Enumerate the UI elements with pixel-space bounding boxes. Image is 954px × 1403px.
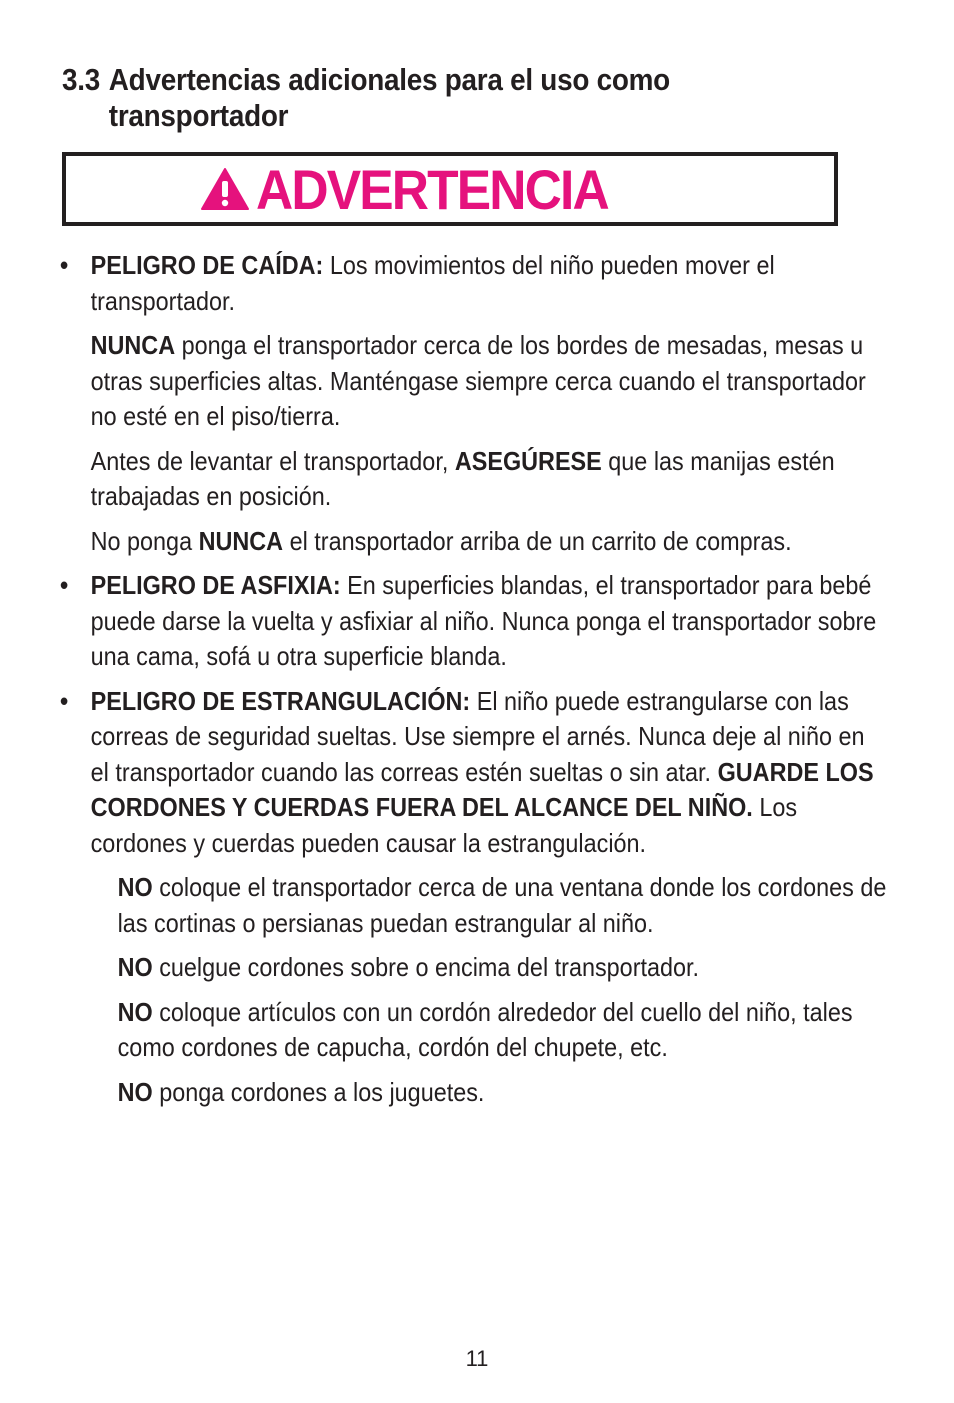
- strangulation-subitem-text: ponga cordones a los juguetes.: [152, 1076, 485, 1107]
- strangulation-sublist: [91, 870, 888, 1110]
- strangulation-subitem-bold: NO: [117, 996, 153, 1027]
- fall-hazard-label: PELIGRO DE CAÍDA:: [90, 250, 324, 280]
- fall-hazard-p4-before: No ponga: [90, 525, 199, 556]
- strangulation-subitem: [118, 870, 888, 941]
- strangulation-hazard-label: PELIGRO DE ESTRANGULACIÓN:: [90, 685, 471, 716]
- fall-hazard-p1: [91, 248, 888, 319]
- suffocation-hazard-text: En superficies blandas, el transportador para bebé puede darse la vuelta y asfixiar al niño. Nunca ponga el transportador sobre una cama, sofá u otra superficie blanda.: [90, 570, 877, 671]
- strangulation-subitem: [118, 950, 888, 986]
- suffocation-hazard-p1: [91, 568, 888, 675]
- fall-hazard-p4-after: el transportador arriba de un carrito de compras.: [283, 525, 792, 556]
- strangulation-subitem-text: coloque el transportador cerca de una ventana donde los cordones de las cortinas o persianas puedan estrangular al niño.: [117, 872, 887, 938]
- page-number: 11: [465, 1346, 489, 1371]
- section-heading: [62, 62, 800, 134]
- strangulation-hazard-text2: Los cordones y cuerdas pueden causar la estrangulación.: [90, 792, 798, 858]
- section-title-line2: transportador: [108, 98, 289, 133]
- strangulation-hazard-bold2: GUARDE LOS CORDONES Y CUERDAS FUERA DEL ALCANCE DEL NIÑO.: [90, 756, 874, 822]
- strangulation-subitem-bold: NO: [117, 952, 153, 982]
- fall-hazard-p4-bold: NUNCA: [198, 525, 284, 556]
- strangulation-subitem-bold: NO: [117, 1076, 153, 1107]
- section-number: 3.3: [62, 62, 100, 97]
- fall-hazard-p2-bold: NUNCA: [90, 330, 176, 360]
- bullet-dot: •: [60, 685, 69, 716]
- strangulation-hazard-p1: [91, 684, 888, 862]
- fall-hazard-p3-before: Antes de levantar el transportador,: [90, 445, 455, 476]
- section-title-line1: Advertencias adicionales para el uso como: [108, 62, 670, 97]
- fall-hazard-item: [60, 248, 888, 559]
- strangulation-subitem-text: coloque artículos con un cordón alrededor del cuello del niño, tales como cordones de capucha, cordón del chupete, etc.: [117, 996, 853, 1062]
- fall-hazard-p2-text: ponga el transportador cerca de los bordes de mesadas, mesas u otras superficies altas. Manténgase siempre cerca cuando el transportador no esté en el piso/tierra.: [90, 330, 866, 431]
- strangulation-subitem-text: cuelgue cordones sobre o encima del transportador.: [152, 952, 700, 982]
- fall-hazard-text: Los movimientos del niño pueden mover el transportador.: [90, 250, 775, 316]
- strangulation-subitem: [118, 995, 888, 1066]
- strangulation-hazard-text: El niño puede estrangularse con las correas de seguridad sueltas. Use siempre el arnés. Nunca deje al niño en el transportador cuando las correas estén sueltas o sin atar.: [90, 685, 865, 787]
- fall-hazard-p4: [91, 524, 888, 560]
- bullet-dot: •: [60, 250, 69, 280]
- fall-hazard-p2: [91, 328, 888, 435]
- fall-hazard-p3: [91, 444, 888, 515]
- strangulation-hazard-item: [60, 684, 888, 1111]
- fall-hazard-p3-after: que las manijas estén trabajadas en posición.: [90, 445, 835, 511]
- warning-banner: [62, 152, 838, 226]
- warning-triangle-icon: [200, 167, 250, 211]
- fall-hazard-p3-bold: ASEGÚRESE: [454, 445, 602, 476]
- warning-label: ADVERTENCIA: [256, 157, 608, 221]
- suffocation-hazard-item: [60, 568, 888, 675]
- warnings-content: [60, 248, 954, 1119]
- suffocation-hazard-label: PELIGRO DE ASFIXIA:: [90, 570, 341, 600]
- strangulation-subitem-bold: NO: [117, 872, 153, 902]
- bullet-dot: •: [60, 570, 69, 600]
- strangulation-subitem: [118, 1075, 888, 1111]
